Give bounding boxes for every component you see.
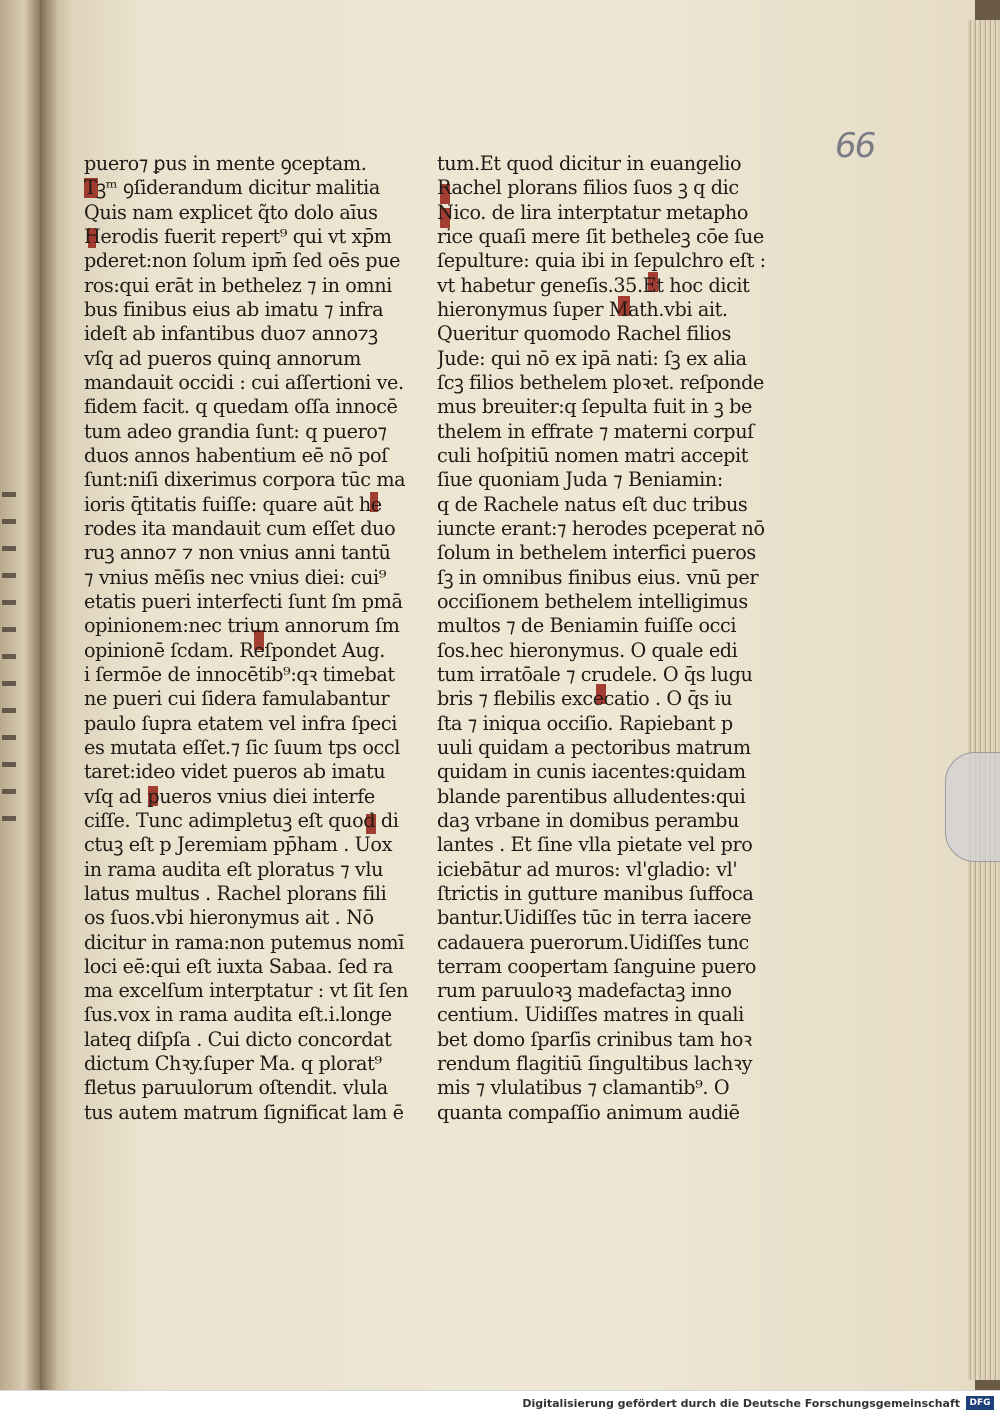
text-line: thelem in effrate ⁊ materni corpuſ bbox=[437, 419, 754, 443]
text-line: ſꝫ in omnibus finibus eius. vnū per bbox=[437, 565, 759, 589]
text-line: rodes ita mandauit cum eſſet duo bbox=[84, 516, 396, 540]
text-line: lantes . Et ſine vlla pietate vel pro bbox=[437, 833, 753, 857]
text-line: bantur.Uidiſſes tūc in terra iacere bbox=[437, 906, 752, 930]
text-line: tum irratōale ⁊ crudele. O q̄s lugu bbox=[437, 662, 753, 686]
text-line: bus finibus eius ab imatu ⁊ infra bbox=[84, 297, 384, 321]
dfg-logo-icon: DFG bbox=[966, 1396, 994, 1410]
text-line: taret:ideo videt pueros ab imatu bbox=[84, 760, 386, 784]
text-line: cadauera puerorum.Uidiſſes tunc bbox=[437, 930, 749, 954]
text-line: bris ⁊ flebilis excecatio . O q̄s iu bbox=[437, 687, 733, 711]
text-line: paulo ſupra etatem vel infra ſpeci bbox=[84, 711, 397, 735]
text-column-left bbox=[84, 152, 414, 1125]
text-line: Queritur quomodo Rachel filios bbox=[437, 322, 731, 346]
text-line: daꝫ vrbane in domibus perambu bbox=[437, 808, 740, 832]
text-line: vt habetur geneſis.35.Et hoc dicit bbox=[437, 273, 750, 297]
text-line: ſepulture: quia ibi in ſepulchro eſt : bbox=[437, 249, 766, 273]
text-line: ſus.vox in rama audita eſt.i.longe bbox=[84, 1003, 392, 1027]
text-line: ſunt:niſi dixerimus corpora tūc ma bbox=[84, 468, 406, 492]
text-line: ciſſe. Tunc adimpletuꝫ eſt quod di bbox=[84, 808, 399, 832]
text-line: blande parentibus alludentes:qui bbox=[437, 784, 746, 808]
text-line: opinionem:nec trium annorum ſm bbox=[84, 614, 400, 638]
text-line: ctuꝫ eſt p Jeremiam pp̄ham . Uox bbox=[84, 833, 393, 857]
digitization-credit: Digitalisierung gefördert durch die Deutsche Forschungsgemeinschaft bbox=[522, 1397, 960, 1410]
text-line: rendum flagitiū ſingultibus lachꝛy bbox=[437, 1052, 753, 1076]
text-line: uuli quidam a pectoribus matrum bbox=[437, 735, 751, 759]
text-line: os ſuos.vbi hieronymus ait . Nō bbox=[84, 906, 374, 930]
text-line: ideſt ab infantibus duo⁊ anno⁊ꝫ bbox=[84, 322, 378, 346]
text-column-right bbox=[437, 152, 773, 1125]
text-line: ma excelſum interptatur : vt ſit ſen bbox=[84, 979, 409, 1003]
text-line: Herodis fuerit repert⁹ qui vt xp̄m bbox=[84, 224, 392, 248]
previous-page-edge bbox=[0, 0, 40, 1390]
text-line: pderet:non ſolum ipm̄ ſed oēs pue bbox=[84, 249, 401, 273]
text-line: iciebātur ad muros: vl'gladio: vl' bbox=[437, 857, 738, 881]
text-line: Rachel plorans filios ſuos ꝫ q dic bbox=[437, 176, 739, 200]
text-line: dictum Chꝛy.ſuper Ma. q plorat⁹ bbox=[84, 1052, 382, 1076]
text-line: q de Rachele natus eſt duc tribus bbox=[437, 492, 748, 516]
text-line: tum.Et quod dicitur in euangelio bbox=[437, 152, 742, 175]
text-line: ſiue quoniam Juda ⁊ Beniamin: bbox=[437, 468, 723, 492]
text-line: quanta compaſſio animum audiē bbox=[437, 1100, 740, 1124]
text-line: tus autem matrum ſignificat lam ē bbox=[84, 1100, 404, 1124]
text-line: duos annos habentium eē nō poſ bbox=[84, 443, 388, 467]
text-line: ſtrictis in gutture manibus ſuffoca bbox=[437, 881, 754, 905]
text-line: ſolum in bethelem interfici pueros bbox=[437, 541, 756, 565]
folio-number: 66 bbox=[835, 126, 875, 166]
text-line: multos ⁊ de Beniamin fuiſſe occi bbox=[437, 614, 737, 638]
text-line: terram coopertam ſanguine puero bbox=[437, 954, 757, 978]
text-line: dicitur in rama:non putemus nomī bbox=[84, 930, 404, 954]
text-line: Jude: qui nō ex ipā nati: ſꝫ ex alia bbox=[437, 346, 747, 370]
text-line: culi hoſpitiū nomen matri accepit bbox=[437, 443, 749, 467]
text-line: loci eē:qui eſt iuxta Sabaa. ſed ra bbox=[84, 954, 393, 978]
text-line: hieronymus ſuper Math.vbi ait. bbox=[437, 297, 728, 321]
text-line: mus breuiter:q ſepulta fuit in ꝫ be bbox=[437, 395, 752, 419]
text-line: mis ⁊ vlulatibus ⁊ clamantib⁹. O bbox=[437, 1076, 730, 1100]
text-line: ſta ⁊ iniqua occiſio. Rapiebant p bbox=[437, 711, 733, 735]
footer-bar bbox=[0, 1390, 1000, 1417]
text-line: tum adeo grandia ſunt: q puero⁊ bbox=[84, 419, 387, 443]
text-line: etatis pueri interfecti ſunt ſm pmā bbox=[84, 589, 403, 613]
text-line: vſq ad pueros quinq annorum bbox=[84, 346, 361, 370]
text-line: latus multus . Rachel plorans fili bbox=[84, 881, 387, 905]
text-line: Nico. de lira interptatur metapho bbox=[437, 200, 749, 224]
text-line: bet domo ſparſis crinibus tam hoꝛ bbox=[437, 1027, 752, 1051]
text-line: Tꝫᵐ ꝯſiderandum dicitur malitia bbox=[84, 176, 380, 200]
text-line: ruꝫ anno⁊ ⁊ non vnius anni tantū bbox=[84, 541, 391, 565]
text-line: ſos.hec hieronymus. O quale edi bbox=[437, 638, 738, 662]
text-line: ros:qui erāt in bethelez ⁊ in omni bbox=[84, 273, 392, 297]
text-line: rice quaſi mere ſit betheleꝫ cōe ſue bbox=[437, 224, 764, 248]
text-line: ioris q̄titatis fuiſſe: quare aūt he bbox=[84, 492, 382, 516]
text-line: Quis nam explicet q̃to dolo aīus bbox=[84, 200, 378, 224]
text-line: mandauit occidi : cui aſſertioni ve. bbox=[84, 370, 404, 394]
text-line: fletus paruulorum oſtendit. vlula bbox=[84, 1076, 388, 1100]
text-line: ſcꝫ filios bethelem ploꝛet. reſponde bbox=[437, 370, 764, 394]
text-line: quidam in cunis iacentes:quidam bbox=[437, 760, 746, 784]
fore-edge-pages bbox=[968, 20, 1000, 1380]
text-line: occiſionem bethelem intelligimus bbox=[437, 589, 748, 613]
text-line: rum paruuloꝛꝫ madefactaꝫ inno bbox=[437, 979, 732, 1003]
text-line: fidem facit. q quedam oſſa innocē bbox=[84, 395, 398, 419]
text-line: opinionē ſcdam. Reſpondet Aug. bbox=[84, 638, 385, 662]
text-line: ne pueri cui ſidera famulabantur bbox=[84, 687, 390, 711]
text-line: es mutata eſſet.⁊ ſic ſuum tps occl bbox=[84, 735, 400, 759]
text-line: lateq diſpſa . Cui dicto concordat bbox=[84, 1027, 392, 1051]
text-line: puero⁊ ꝑus in mente ꝯceptam. bbox=[84, 152, 367, 175]
text-line: in rama audita eſt ploratus ⁊ vlu bbox=[84, 857, 384, 881]
text-line: centium. Uidiſſes matres in quali bbox=[437, 1003, 744, 1027]
text-line: vſq ad pueros vnius diei interfe bbox=[84, 784, 375, 808]
text-line: i ſermōe de innocētib⁹:qꝛ timebat bbox=[84, 662, 395, 686]
text-line: iuncte erant:⁊ herodes pceperat nō bbox=[437, 516, 765, 540]
page-clip bbox=[945, 752, 1000, 862]
text-line: ⁊ vnius mēſis nec vnius diei: cui⁹ bbox=[84, 565, 387, 589]
